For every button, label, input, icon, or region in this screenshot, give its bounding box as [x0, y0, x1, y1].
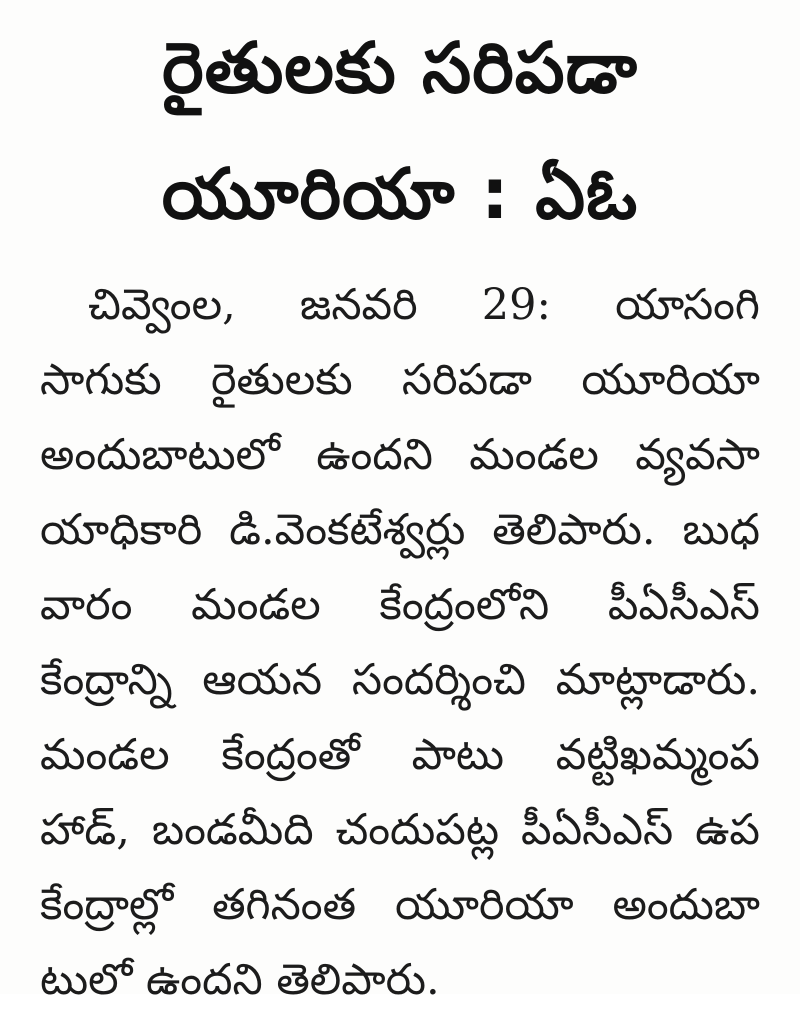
headline-line-1: రైతులకు సరిపడా — [162, 27, 638, 109]
body-line: సాగుకు రైతులకు సరిపడా యూరియా — [40, 355, 760, 405]
body-line: అందుబాటులో ఉందని మండల వ్యవసా — [40, 430, 760, 480]
body-line: మండల కేంద్రంతో పాటు వట్టిఖమ్మంప — [40, 730, 760, 780]
body-line: టులో ఉందని తెలిపారు. — [40, 955, 440, 1005]
body-line: చివ్వెంల, జనవరి 29: యాసంగి — [88, 280, 760, 330]
body-line: యాధికారి డి.వెంకటేశ్వర్లు తెలిపారు. బుధ — [40, 505, 760, 555]
article-body — [40, 268, 760, 1018]
body-line: కేంద్రాన్ని ఆయన సందర్శించి మాట్లాడారు. — [40, 655, 760, 705]
body-line: కేంద్రాల్లో తగినంత యూరియా అందుబా — [40, 880, 760, 930]
headline-line-2: యూరియా : ఏఓ — [161, 153, 639, 235]
body-line: వారం మండల కేంద్రంలోని పీఏసీఎస్ — [40, 580, 760, 630]
body-line: హాడ్, బండమీది చందుపట్ల పీఏసీఎస్ ఉప — [40, 805, 760, 855]
